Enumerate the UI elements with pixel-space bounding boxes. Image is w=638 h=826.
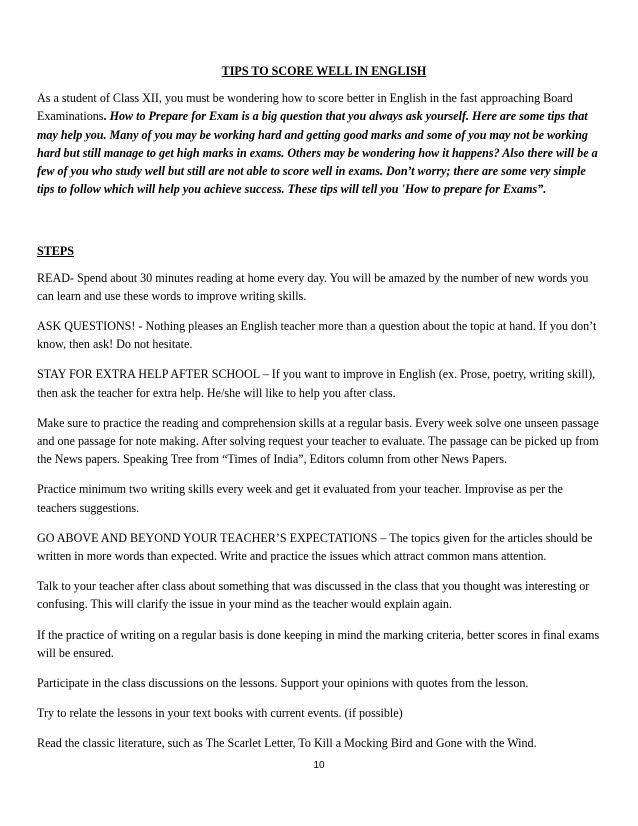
document-title: TIPS TO SCORE WELL IN ENGLISH [221,64,427,78]
intro-bold-period: . [103,109,110,124]
intro-plain-text: As a student of Class XII, you must be wondering how to score better in English in the fast approaching Board Examinations [37,91,573,124]
step-talk-to-teacher: Talk to your teacher after class about something that was discussed in the class that you thought was interesting or confusing. This will clarify the issue in your mind as the teacher would explain again. [37,579,590,612]
step-extra-help: STAY FOR EXTRA HELP AFTER SCHOOL – If you want to improve in English (ex. Prose, poetry, writing skill), then ask the teacher for extra help. He/she will like to help you after class. [37,367,596,400]
step-marking-criteria: If the practice of writing on a regular basis is done keeping in mind the marking criteria, better scores in final exams will be ensured. [37,627,600,660]
steps-heading: STEPS [37,244,74,259]
step-classic-literature: Read the classic literature, such as The Scarlet Letter, To Kill a Mocking Bird and Gone with the Wind. [37,736,537,751]
step-class-discussions: Participate in the class discussions on the lessons. Support your opinions with quotes from the lesson. [37,676,529,691]
step-relate-lessons: Try to relate the lessons in your text books with current events. (if possible) [37,706,403,721]
step-ask-questions: ASK QUESTIONS! - Nothing pleases an English teacher more than a question about the topic at hand. If you don’t know, then ask! Do not hesitate. [37,319,597,352]
page-number: 10 [313,760,325,771]
step-writing-skills: Practice minimum two writing skills every week and get it evaluated from your teacher. Improvise as per the teachers suggestions. [37,482,563,515]
intro-italic-bold-text: How to Prepare for Exam is a big question that you always ask yourself. Here are some tips that may help you. Many of you may be working hard and getting good marks and some of you may not be working hard but still manage to get high marks in exams. Others may be wondering how it happens? Also there will be a few of you who study well but still are not able to score well in exams. Don’t worry; there are some very simple tips to follow which will help you achieve success. These tips will tell you 'How to prepare for Exams”. [37,109,598,197]
step-read: READ- Spend about 30 minutes reading at home every day. You will be amazed by the number of new words you can learn and use these words to improve writing skills. [37,270,589,303]
document-page [37,62,603,765]
step-beyond-expectations: GO ABOVE AND BEYOND YOUR TEACHER’S EXPECTATIONS – The topics given for the articles should be written in more words than expected. Write and practice the issues which attract common mans attention. [37,530,593,564]
intro-paragraph [37,89,603,198]
step-reading-comprehension: Make sure to practice the reading and comprehension skills at a regular basis. Every week solve one unseen passage and one passage for note making. After solving request your teacher to evaluate. The passage can be picked up from the News papers. Speaking Tree from “Times of India”, Editors column from other News Papers. [37,415,599,467]
